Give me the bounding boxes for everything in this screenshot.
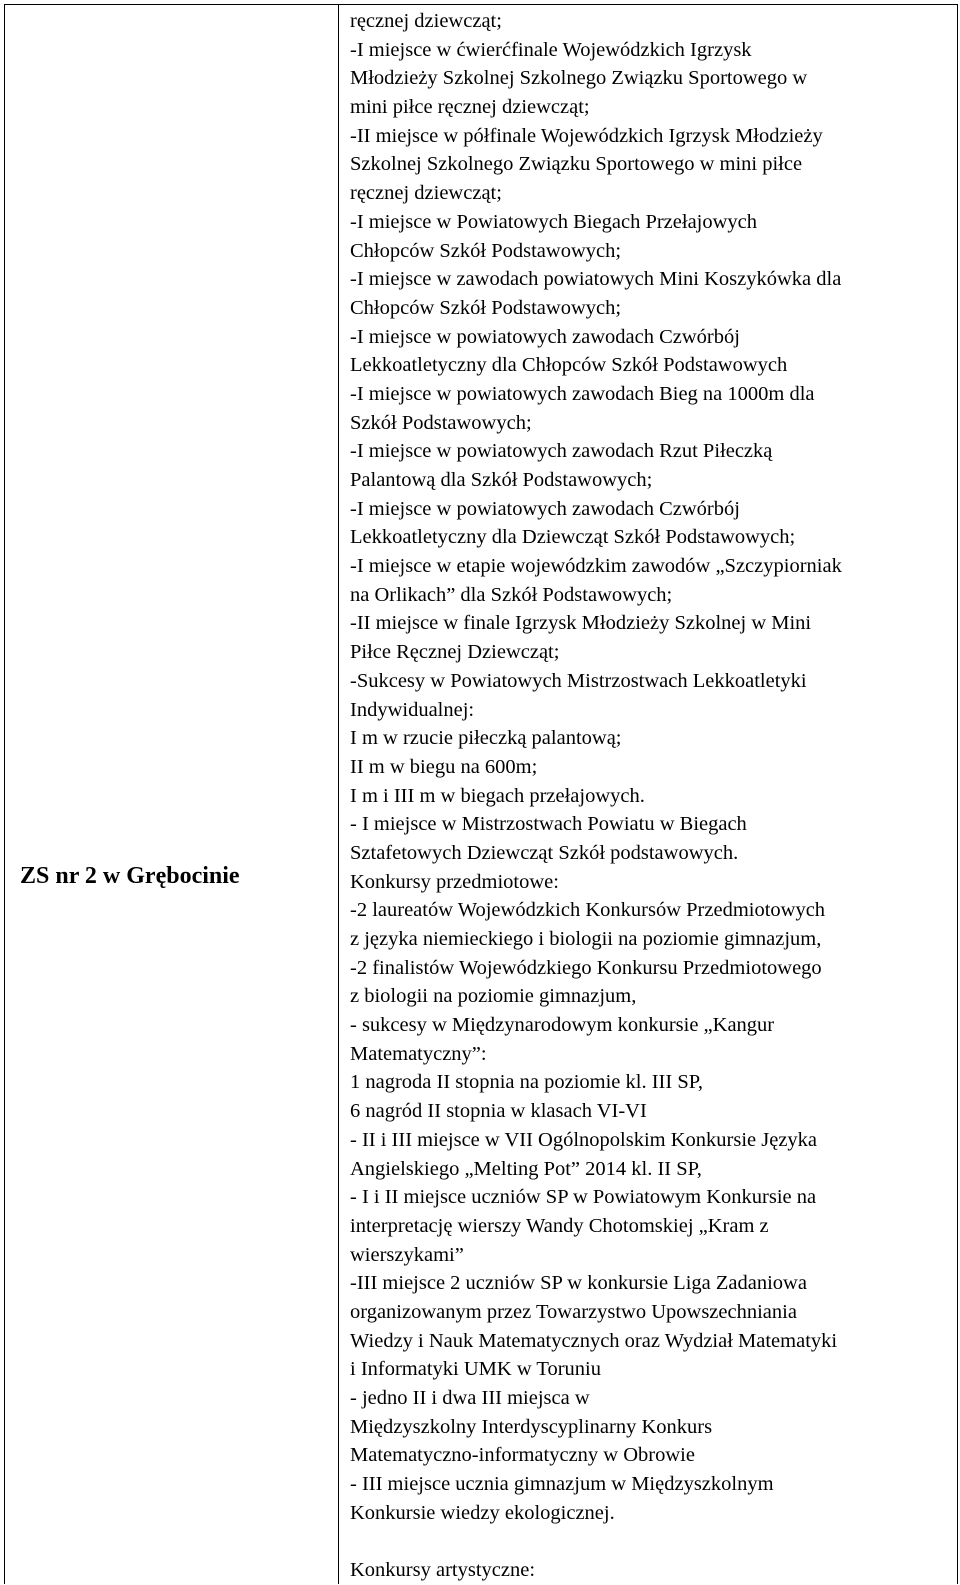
achievement-line: Palantową dla Szkół Podstawowych;: [350, 469, 653, 491]
achievement-line: -II miejsce w półfinale Wojewódzkich Igrzysk Młodzieży: [350, 124, 823, 147]
achievement-line: - I miejsce w Mistrzostwach Powiatu w Biegach: [350, 813, 747, 836]
achievement-line: Konkursy przedmiotowe:: [350, 870, 559, 893]
achievement-line: 1 nagroda II stopnia na poziomie kl. III SP,: [350, 1071, 703, 1094]
achievement-line: mini piłce ręcznej dziewcząt;: [350, 96, 590, 119]
achievement-line: [350, 1527, 955, 1556]
achievement-line: -I miejsce w powiatowych zawodach Rzut Piłeczką: [350, 440, 773, 463]
achievement-line: i Informatyki UMK w Toruniu: [350, 1358, 601, 1381]
achievement-line: ręcznej dziewcząt;: [350, 182, 502, 205]
achievement-line: -I miejsce w powiatowych zawodach Czwórbój: [350, 325, 740, 348]
achievement-line: -I miejsce w Powiatowych Biegach Przełajowych: [350, 210, 758, 233]
achievements-cell: [350, 7, 955, 1585]
achievement-line: organizowanym przez Towarzystwo Upowszechniania: [350, 1300, 797, 1323]
achievement-line: Międzyszkolny Interdyscyplinarny Konkurs: [350, 1415, 713, 1438]
achievement-line: - II i III miejsce w VII Ogólnopolskim Konkursie Języka: [350, 1128, 818, 1151]
achievement-line: Matematyczny”:: [350, 1042, 487, 1065]
achievement-line: 6 nagród II stopnia w klasach VI-VI: [350, 1100, 647, 1123]
achievement-line: I m w rzucie piłeczką palantową;: [350, 727, 622, 750]
achievement-line: -2 laureatów Wojewódzkich Konkursów Przedmiotowych: [350, 899, 826, 922]
achievement-line: -I miejsce w zawodach powiatowych Mini Koszykówka dla: [350, 268, 842, 291]
achievement-line: II m w biegu na 600m;: [350, 755, 538, 778]
achievement-line: Chłopców Szkół Podstawowych;: [350, 296, 622, 319]
column-divider: [338, 5, 339, 1584]
achievement-line: Konkursie wiedzy ekologicznej.: [350, 1501, 615, 1524]
achievement-line: Wiedzy i Nauk Matematycznych oraz Wydział Matematyki: [350, 1329, 838, 1352]
achievement-line: Sztafetowych Dziewcząt Szkół podstawowych.: [350, 841, 739, 864]
achievement-line: Indywidualnej:: [350, 698, 475, 721]
achievement-line: -2 finalistów Wojewódzkiego Konkursu Przedmiotowego: [350, 956, 822, 979]
achievement-line: -I miejsce w ćwierćfinale Wojewódzkich Igrzysk: [350, 38, 752, 61]
achievement-line: Konkursy artystyczne:: [350, 1559, 536, 1582]
achievements-table: [4, 4, 958, 1584]
achievement-line: -I miejsce w etapie wojewódzkim zawodów „Szczypiorniak: [350, 555, 842, 578]
achievement-line: z języka niemieckiego i biologii na poziomie gimnazjum,: [350, 928, 822, 950]
achievement-line: Chłopców Szkół Podstawowych;: [350, 239, 622, 262]
school-name: ZS nr 2 w Grębocinie: [20, 863, 240, 889]
achievement-line: - I i II miejsce uczniów SP w Powiatowym Konkursie na: [350, 1186, 817, 1209]
achievement-line: I m i III m w biegach przełajowych.: [350, 784, 645, 807]
school-cell: [5, 5, 338, 1584]
achievement-line: Lekkoatletyczny dla Chłopców Szkół Podstawowych: [350, 354, 788, 377]
achievement-line: Piłce Ręcznej Dziewcząt;: [350, 641, 560, 664]
achievement-line: Szkolnej Szkolnego Związku Sportowego w mini piłce: [350, 153, 803, 176]
achievement-line: na Orlikach” dla Szkół Podstawowych;: [350, 583, 673, 606]
achievement-line: -III miejsce 2 uczniów SP w konkursie Liga Zadaniowa: [350, 1272, 807, 1295]
achievement-line: - III miejsce ucznia gimnazjum w Międzyszkolnym: [350, 1473, 774, 1496]
achievement-line: interpretację wierszy Wandy Chotomskiej „Kram z: [350, 1214, 769, 1237]
achievement-line: -Sukcesy w Powiatowych Mistrzostwach Lekkoatletyki: [350, 669, 807, 692]
achievement-line: ręcznej dziewcząt;: [350, 10, 502, 32]
achievement-line: Matematyczno-informatyczny w Obrowie: [350, 1444, 695, 1467]
achievement-line: Młodzieży Szkolnej Szkolnego Związku Sportowego w: [350, 67, 808, 90]
achievement-line: - jedno II i dwa III miejsca w: [350, 1387, 590, 1409]
achievement-line: Angielskiego „Melting Pot” 2014 kl. II SP,: [350, 1157, 702, 1180]
achievement-line: Szkół Podstawowych;: [350, 411, 532, 434]
achievement-line: - sukcesy w Międzynarodowym konkursie „Kangur: [350, 1014, 775, 1037]
achievement-line: wierszykami”: [350, 1243, 464, 1266]
achievement-line: Lekkoatletyczny dla Dziewcząt Szkół Podstawowych;: [350, 526, 796, 549]
achievement-line: -I miejsce w powiatowych zawodach Bieg na 1000m dla: [350, 382, 815, 405]
achievement-line: -II miejsce w finale Igrzysk Młodzieży Szkolnej w Mini: [350, 612, 812, 635]
achievement-line: z biologii na poziomie gimnazjum,: [350, 985, 637, 1008]
achievement-line: -I miejsce w powiatowych zawodach Czwórbój: [350, 497, 740, 520]
